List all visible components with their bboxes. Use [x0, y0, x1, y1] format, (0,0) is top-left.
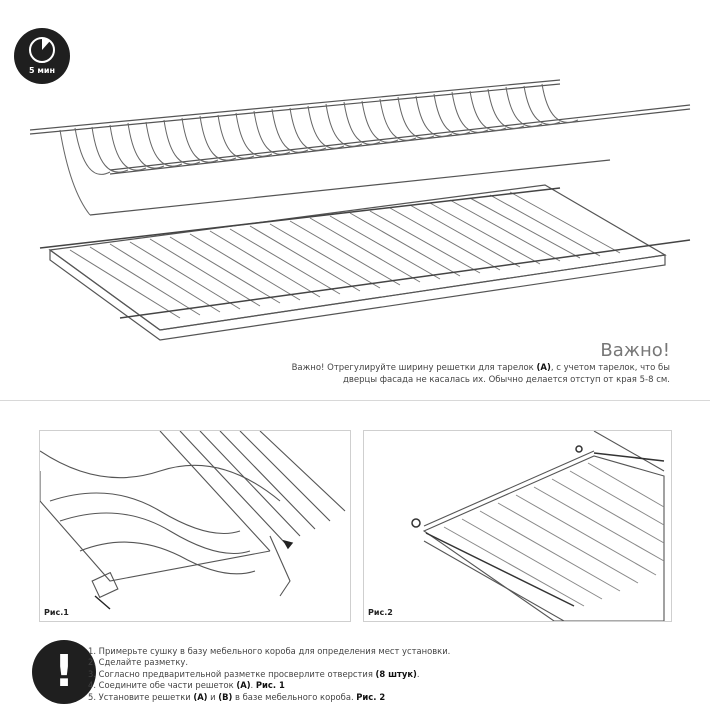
- figure-2-caption: Рис.2: [368, 608, 393, 617]
- step-item: 4. Соедините обе части решеток (A). Рис. 1: [88, 680, 285, 691]
- figure-1: [39, 430, 351, 622]
- step-item: 1. Примерьте сушку в базу мебельного короба для определения мест установки.: [88, 646, 451, 656]
- step-item: 2. Сделайте разметку.: [88, 657, 188, 668]
- section-divider: [0, 400, 710, 401]
- figure-1-drawing: [40, 431, 350, 621]
- time-label: 5 мин: [28, 66, 56, 75]
- step-item: 5. Установите решетки (A) и (B) в базе мебельного короба. Рис. 2: [88, 691, 386, 702]
- installation-steps: [88, 646, 508, 703]
- figure-1-caption: Рис.1: [44, 608, 69, 617]
- figure-2-drawing: [364, 431, 671, 621]
- important-title: Важно!: [600, 340, 670, 361]
- dish-rack-illustration: [0, 60, 710, 350]
- warning-icon: !: [32, 640, 96, 704]
- step-item: 3. Согласно предварительной разметке просверлите отверстия (8 штук).: [88, 668, 420, 679]
- figure-2: [363, 430, 672, 622]
- important-text: Важно! Отрегулируйте ширину решетки для тарелок (A), с учетом тарелок, что бы дверцы фасада не касалась их. Обычно делается отступ от края 5-8 см.: [291, 363, 670, 385]
